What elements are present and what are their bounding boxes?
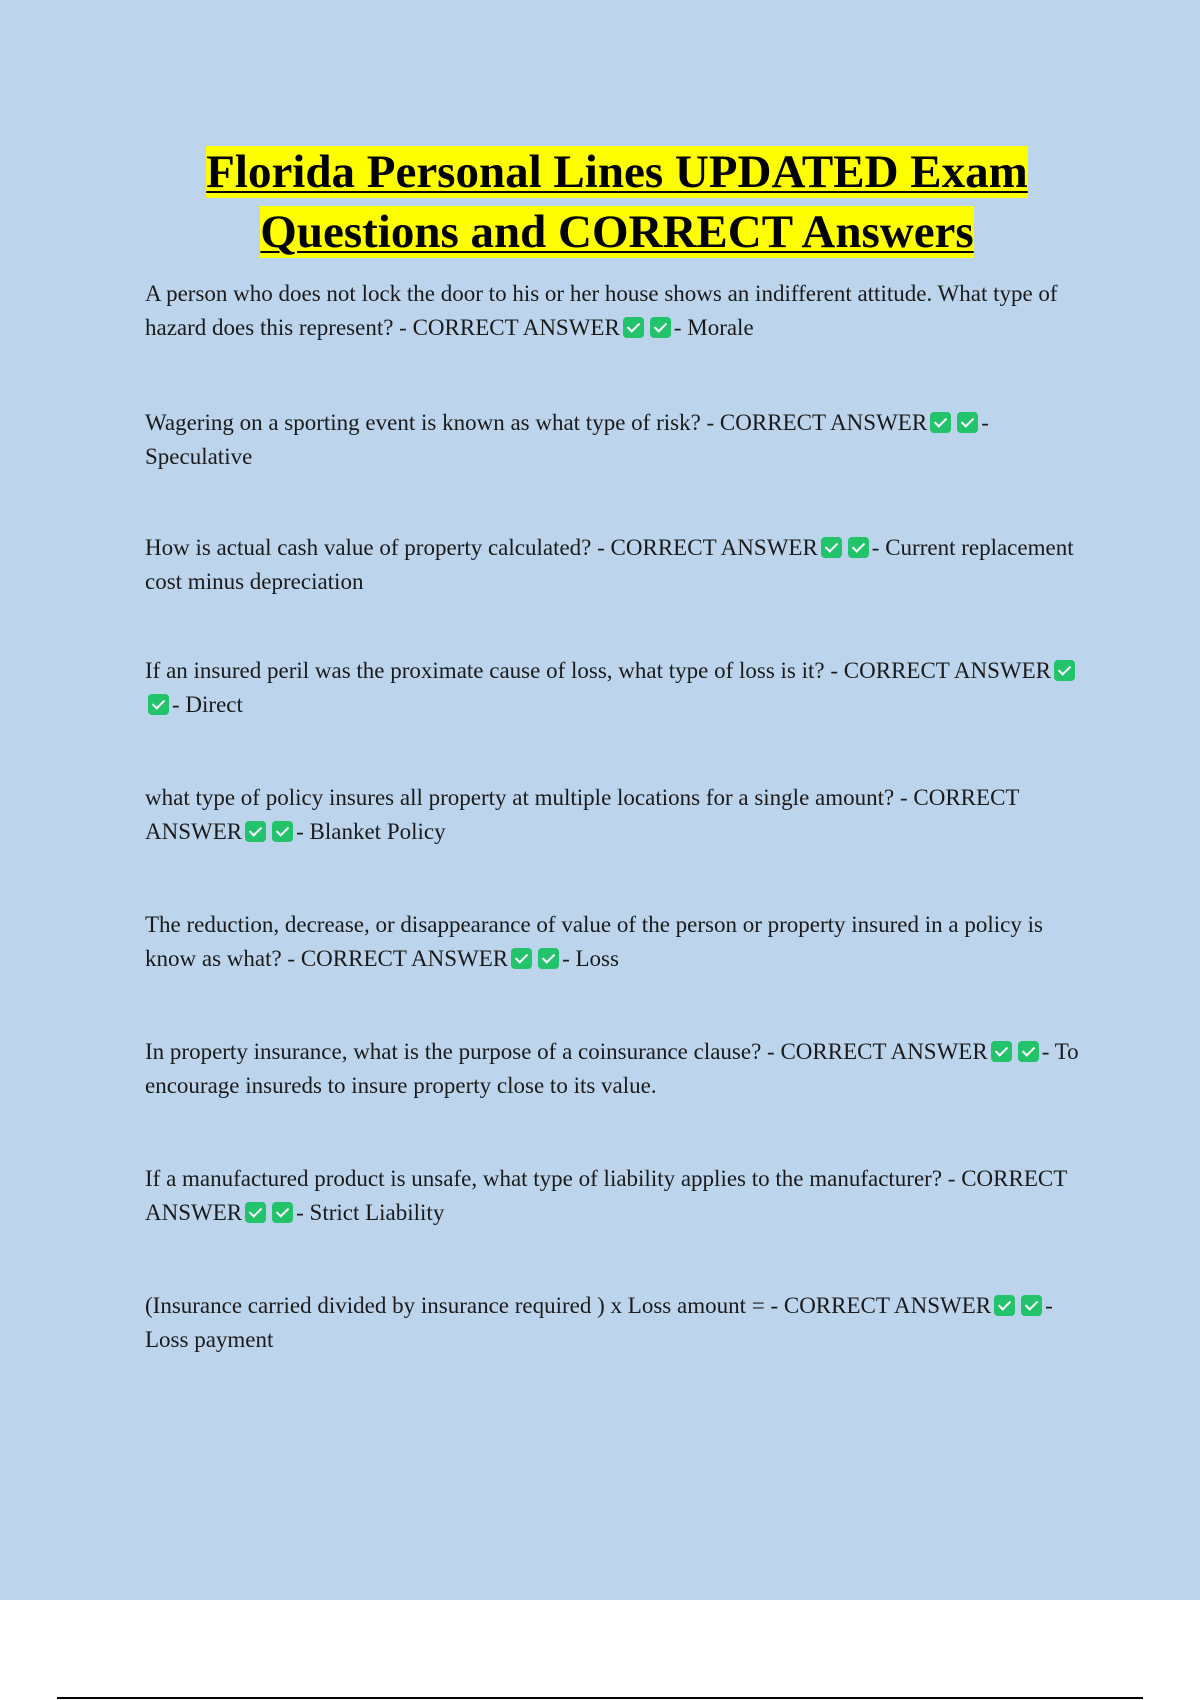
check-mark-icon (1021, 1295, 1042, 1316)
qa-item (145, 1289, 1085, 1357)
check-mark-icon (623, 317, 644, 338)
check-mark-icon (1054, 660, 1075, 681)
answer-text: - Blanket Policy (296, 819, 446, 844)
answer-text: - Loss (562, 946, 619, 971)
qa-item (145, 654, 1085, 722)
check-mark-icon (245, 821, 266, 842)
qa-list (145, 277, 1085, 1357)
check-mark-icon (930, 412, 951, 433)
question-text: (Insurance carried divided by insurance required ) x Loss amount = - CORRECT ANSWER (145, 1293, 992, 1318)
question-text: If an insured peril was the proximate cause of loss, what type of loss is it? - CORRECT ANSWER (145, 658, 1052, 683)
qa-item (145, 1162, 1085, 1230)
check-mark-icon (272, 821, 293, 842)
qa-item (145, 406, 1085, 474)
check-mark-icon (994, 1295, 1015, 1316)
check-mark-icon (245, 1202, 266, 1223)
question-text: The reduction, decrease, or disappearance of value of the person or property insured in a policy is know as what? - CORRECT ANSWER (145, 912, 1043, 971)
answer-text: - To encourage insureds to insure property close to its value. (145, 1039, 1079, 1098)
check-mark-icon (821, 537, 842, 558)
answer-text: - Loss payment (145, 1293, 1053, 1352)
question-text: In property insurance, what is the purpose of a coinsurance clause? - CORRECT ANSWER (145, 1039, 988, 1064)
check-mark-icon (538, 948, 559, 969)
answer-text: - Strict Liability (296, 1200, 445, 1225)
title-line-2: Questions and CORRECT Answers (260, 206, 974, 258)
question-text: How is actual cash value of property calculated? - CORRECT ANSWER (145, 535, 818, 560)
check-mark-icon (991, 1041, 1012, 1062)
answer-text: - Morale (673, 315, 754, 340)
qa-item (145, 277, 1085, 345)
title-line-1: Florida Personal Lines UPDATED Exam (206, 146, 1028, 198)
answer-text: - Speculative (145, 410, 989, 469)
check-mark-icon (650, 317, 671, 338)
qa-item (145, 908, 1085, 976)
check-mark-icon (511, 948, 532, 969)
qa-item (145, 1035, 1085, 1103)
check-mark-icon (848, 537, 869, 558)
answer-text: - Direct (172, 692, 243, 717)
question-text: Wagering on a sporting event is known as what type of risk? - CORRECT ANSWER (145, 410, 928, 435)
footer-divider (57, 1697, 1143, 1699)
question-text: If a manufactured product is unsafe, what type of liability applies to the manufacturer? - CORRECT ANSWER (145, 1166, 1067, 1225)
qa-item (145, 531, 1085, 599)
check-mark-icon (957, 412, 978, 433)
check-mark-icon (272, 1202, 293, 1223)
qa-item (145, 781, 1085, 849)
check-mark-icon (1018, 1041, 1039, 1062)
question-text: A person who does not lock the door to his or her house shows an indifferent attitude. What type of hazard does this represent? - CORRECT ANSWER (145, 281, 1058, 340)
answer-text: - Current replacement cost minus depreciation (145, 535, 1074, 594)
check-mark-icon (148, 694, 169, 715)
question-text: what type of policy insures all property at multiple locations for a single amount? - CORRECT ANSWER (145, 785, 1020, 844)
document-title (60, 142, 1174, 262)
